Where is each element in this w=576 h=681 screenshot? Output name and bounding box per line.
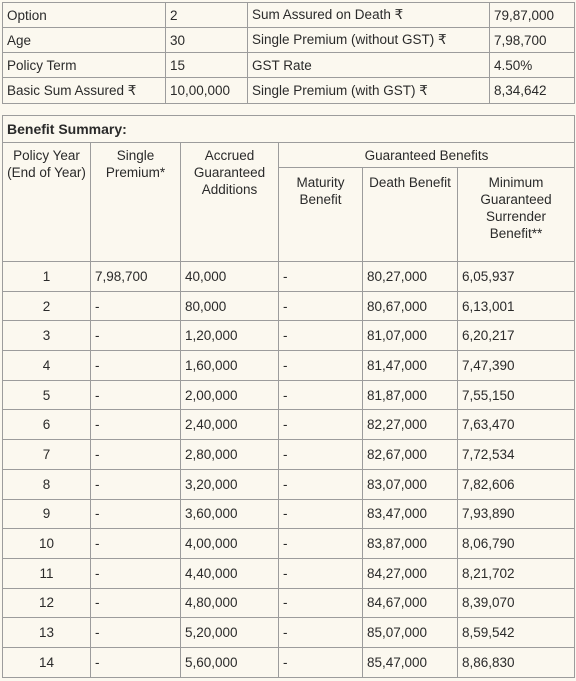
table-row <box>3 351 575 381</box>
detail-value: 7,98,700 <box>490 28 575 53</box>
cell-maturity-benefit: - <box>279 588 363 618</box>
cell-death-benefit: 81,07,000 <box>363 321 458 351</box>
cell-policy-year: 3 <box>3 321 91 351</box>
detail-label: Single Premium (with GST) ₹ <box>248 78 490 104</box>
cell-surrender-benefit: 7,47,390 <box>458 351 575 381</box>
cell-single-premium: 7,98,700 <box>91 262 181 292</box>
cell-maturity-benefit: - <box>279 469 363 499</box>
cell-accrued-additions: 3,60,000 <box>181 499 279 529</box>
cell-single-premium: - <box>91 291 181 321</box>
detail-value: 79,87,000 <box>490 3 575 28</box>
cell-single-premium: - <box>91 321 181 351</box>
cell-accrued-additions: 1,20,000 <box>181 321 279 351</box>
header-surrender-benefit: Minimum Guaranteed Surrender Benefit** <box>458 168 575 262</box>
cell-surrender-benefit: 6,05,937 <box>458 262 575 292</box>
cell-maturity-benefit: - <box>279 351 363 381</box>
cell-surrender-benefit: 8,21,702 <box>458 558 575 588</box>
cell-policy-year: 13 <box>3 618 91 648</box>
table-row <box>3 499 575 529</box>
cell-maturity-benefit: - <box>279 410 363 440</box>
detail-label: Sum Assured on Death ₹ <box>248 3 490 28</box>
cell-accrued-additions: 40,000 <box>181 262 279 292</box>
policy-details-table <box>2 2 575 104</box>
cell-death-benefit: 83,07,000 <box>363 469 458 499</box>
cell-accrued-additions: 4,80,000 <box>181 588 279 618</box>
cell-accrued-additions: 4,00,000 <box>181 529 279 559</box>
cell-death-benefit: 80,67,000 <box>363 291 458 321</box>
table-row <box>3 618 575 648</box>
cell-policy-year: 5 <box>3 380 91 410</box>
table-row <box>3 558 575 588</box>
cell-policy-year: 14 <box>3 647 91 677</box>
table-row <box>3 262 575 292</box>
details-row <box>3 53 575 78</box>
cell-surrender-benefit: 7,82,606 <box>458 469 575 499</box>
header-guaranteed-benefits: Guaranteed Benefits <box>279 143 575 168</box>
header-death-benefit: Death Benefit <box>363 168 458 262</box>
detail-label: Option <box>3 3 166 28</box>
cell-maturity-benefit: - <box>279 647 363 677</box>
cell-death-benefit: 84,67,000 <box>363 588 458 618</box>
cell-maturity-benefit: - <box>279 529 363 559</box>
cell-policy-year: 11 <box>3 558 91 588</box>
cell-single-premium: - <box>91 440 181 470</box>
detail-value: 4.50% <box>490 53 575 78</box>
cell-single-premium: - <box>91 469 181 499</box>
cell-surrender-benefit: 8,86,830 <box>458 647 575 677</box>
cell-death-benefit: 81,47,000 <box>363 351 458 381</box>
cell-surrender-benefit: 7,72,534 <box>458 440 575 470</box>
cell-maturity-benefit: - <box>279 321 363 351</box>
cell-accrued-additions: 4,40,000 <box>181 558 279 588</box>
cell-surrender-benefit: 7,93,890 <box>458 499 575 529</box>
table-row <box>3 410 575 440</box>
cell-death-benefit: 85,47,000 <box>363 647 458 677</box>
cell-death-benefit: 85,07,000 <box>363 618 458 648</box>
cell-surrender-benefit: 7,55,150 <box>458 380 575 410</box>
header-single-premium: Single Premium* <box>91 143 181 262</box>
cell-surrender-benefit: 6,20,217 <box>458 321 575 351</box>
cell-single-premium: - <box>91 499 181 529</box>
table-row <box>3 647 575 677</box>
detail-value: 15 <box>166 53 248 78</box>
cell-death-benefit: 83,87,000 <box>363 529 458 559</box>
detail-label: Policy Term <box>3 53 166 78</box>
benefit-title: Benefit Summary: <box>3 116 575 143</box>
details-row <box>3 3 575 28</box>
detail-value: 10,00,000 <box>166 78 248 104</box>
cell-policy-year: 10 <box>3 529 91 559</box>
cell-accrued-additions: 2,00,000 <box>181 380 279 410</box>
header-policy-year: Policy Year (End of Year) <box>3 143 91 262</box>
detail-label: GST Rate <box>248 53 490 78</box>
cell-maturity-benefit: - <box>279 262 363 292</box>
table-row <box>3 440 575 470</box>
cell-accrued-additions: 1,60,000 <box>181 351 279 381</box>
cell-surrender-benefit: 7,63,470 <box>458 410 575 440</box>
header-maturity-benefit: Maturity Benefit <box>279 168 363 262</box>
detail-label: Single Premium (without GST) ₹ <box>248 28 490 53</box>
details-row <box>3 28 575 53</box>
table-row <box>3 291 575 321</box>
benefit-summary-table <box>2 115 575 678</box>
cell-maturity-benefit: - <box>279 558 363 588</box>
cell-single-premium: - <box>91 380 181 410</box>
cell-maturity-benefit: - <box>279 440 363 470</box>
cell-single-premium: - <box>91 618 181 648</box>
cell-surrender-benefit: 6,13,001 <box>458 291 575 321</box>
table-row <box>3 588 575 618</box>
detail-label: Basic Sum Assured ₹ <box>3 78 166 104</box>
cell-policy-year: 9 <box>3 499 91 529</box>
cell-policy-year: 1 <box>3 262 91 292</box>
cell-surrender-benefit: 8,06,790 <box>458 529 575 559</box>
cell-maturity-benefit: - <box>279 380 363 410</box>
cell-accrued-additions: 2,80,000 <box>181 440 279 470</box>
cell-policy-year: 2 <box>3 291 91 321</box>
cell-accrued-additions: 2,40,000 <box>181 410 279 440</box>
cell-accrued-additions: 3,20,000 <box>181 469 279 499</box>
cell-single-premium: - <box>91 558 181 588</box>
cell-policy-year: 6 <box>3 410 91 440</box>
detail-value: 2 <box>166 3 248 28</box>
cell-surrender-benefit: 8,39,070 <box>458 588 575 618</box>
cell-maturity-benefit: - <box>279 499 363 529</box>
detail-value: 30 <box>166 28 248 53</box>
cell-surrender-benefit: 8,59,542 <box>458 618 575 648</box>
cell-death-benefit: 80,27,000 <box>363 262 458 292</box>
cell-single-premium: - <box>91 588 181 618</box>
cell-accrued-additions: 80,000 <box>181 291 279 321</box>
cell-maturity-benefit: - <box>279 618 363 648</box>
detail-value: 8,34,642 <box>490 78 575 104</box>
cell-policy-year: 7 <box>3 440 91 470</box>
table-row <box>3 529 575 559</box>
header-accrued-additions: Accrued Guaranteed Additions <box>181 143 279 262</box>
details-row <box>3 78 575 104</box>
cell-death-benefit: 81,87,000 <box>363 380 458 410</box>
cell-death-benefit: 82,67,000 <box>363 440 458 470</box>
cell-single-premium: - <box>91 351 181 381</box>
cell-death-benefit: 83,47,000 <box>363 499 458 529</box>
cell-single-premium: - <box>91 647 181 677</box>
cell-death-benefit: 82,27,000 <box>363 410 458 440</box>
cell-single-premium: - <box>91 410 181 440</box>
benefit-title-row <box>3 116 575 143</box>
cell-policy-year: 8 <box>3 469 91 499</box>
detail-label: Age <box>3 28 166 53</box>
cell-maturity-benefit: - <box>279 291 363 321</box>
table-row <box>3 380 575 410</box>
table-row <box>3 321 575 351</box>
cell-accrued-additions: 5,60,000 <box>181 647 279 677</box>
cell-death-benefit: 84,27,000 <box>363 558 458 588</box>
cell-policy-year: 12 <box>3 588 91 618</box>
header-row <box>3 143 575 168</box>
table-row <box>3 469 575 499</box>
cell-single-premium: - <box>91 529 181 559</box>
cell-accrued-additions: 5,20,000 <box>181 618 279 648</box>
cell-policy-year: 4 <box>3 351 91 381</box>
